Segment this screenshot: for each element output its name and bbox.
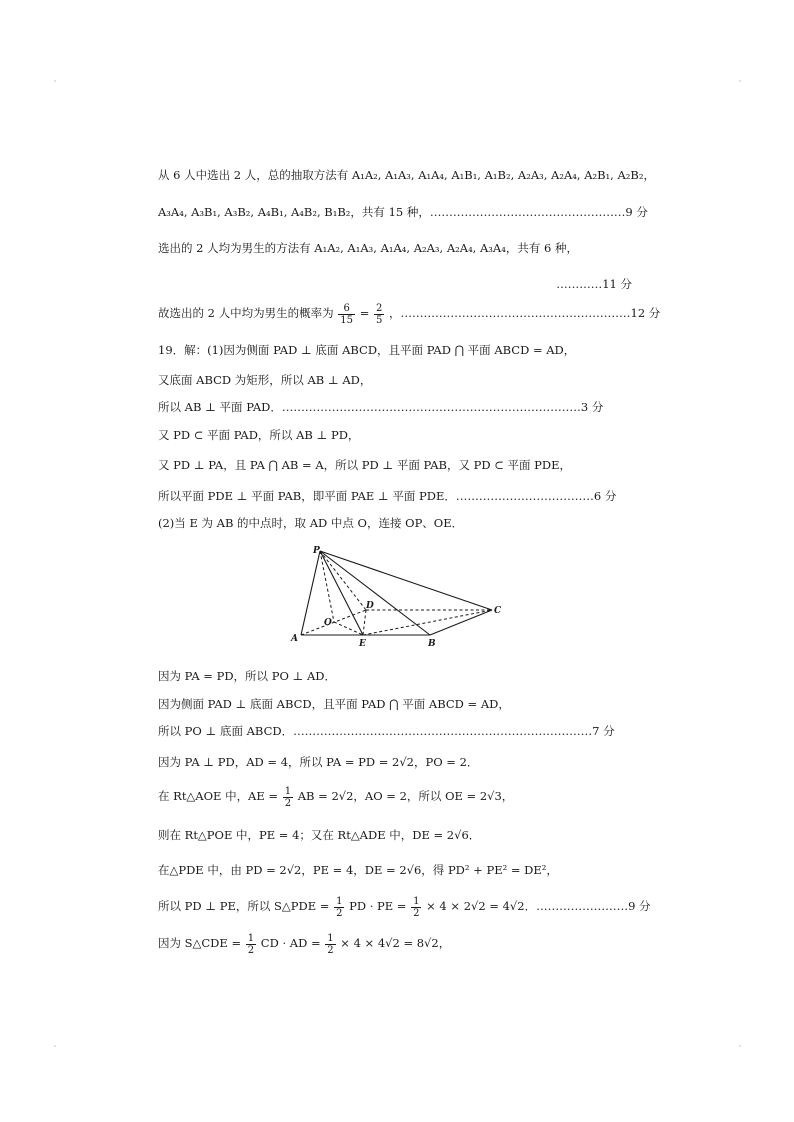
- edge-EC: [363, 610, 492, 635]
- fraction: [334, 896, 344, 919]
- fraction: [411, 896, 421, 919]
- text-line-17: [158, 783, 628, 809]
- fraction-denominator: 2: [413, 907, 420, 919]
- edge-BC: [430, 610, 492, 635]
- text-line-10: 又 PD ⊥ PA，且 PA ⋂ AB = A，所以 PD ⊥ 平面 PAB，又 PD ⊂ 平面 PDE，: [158, 458, 572, 472]
- text-line-15: 所以 PO ⊥ 底面 ABCD．……………………………………………………………………7 分: [158, 724, 615, 738]
- corner-speck: [54, 80, 56, 82]
- text-segment: × 4 × 4√2 = 8√2，: [340, 936, 451, 950]
- label-C: C: [494, 606, 502, 616]
- text-line-21: [158, 930, 628, 956]
- label-P: P: [313, 546, 320, 556]
- text-line-3: 选出的 2 人均为男生的方法有 A₁A₂, A₁A₃, A₁A₄, A₂A₃, A₂A₄, A₃A₄，共有 6 种，: [158, 241, 578, 255]
- score-marker-11: …………11 分: [556, 277, 632, 291]
- text-segment: ，……………………………………………………12 分: [389, 306, 661, 320]
- label-B: B: [428, 639, 436, 649]
- edge-PA: [301, 551, 320, 635]
- text-line-20: [158, 893, 651, 919]
- text-line-q19-intro: 19．解：(1)因为侧面 PAD ⊥ 底面 ABCD，且平面 PAD ⋂ 平面 ABCD = AD，: [158, 343, 576, 357]
- fraction-numerator: 1: [247, 932, 255, 944]
- fraction: [283, 786, 293, 809]
- text-segment: CD · AD =: [260, 936, 321, 950]
- text-line-9: 又 PD ⊂ 平面 PAD，所以 AB ⊥ PD，: [158, 428, 360, 442]
- text-line-13: 因为 PA = PD，所以 PO ⊥ AD．: [158, 669, 337, 683]
- fraction-numerator: 1: [327, 932, 334, 944]
- edge-PB: [320, 551, 430, 635]
- label-A: A: [291, 634, 298, 644]
- text-segment: AB = 2√2，AO = 2，所以 OE = 2√3，: [297, 789, 514, 803]
- fraction: [246, 933, 256, 956]
- pyramid-figure: [280, 542, 520, 652]
- fraction-numerator: 2: [375, 302, 383, 314]
- edge-PO: [320, 551, 334, 622]
- text-segment: 在 Rt△AOE 中，AE =: [158, 789, 279, 803]
- text-line-probability: [158, 300, 661, 326]
- text-line-7: 又底面 ABCD 为矩形，所以 AB ⊥ AD，: [158, 373, 372, 387]
- text-line-19: 在△PDE 中，由 PD = 2√2，PE = 4，DE = 2√6，得 PD² + PE² = DE²，: [158, 863, 558, 877]
- text-segment: 故选出的 2 人中均为男生的概率为: [158, 306, 334, 320]
- label-E: E: [359, 639, 366, 649]
- text-line-14: 因为侧面 PAD ⊥ 底面 ABCD，且平面 PAD ⋂ 平面 ABCD = AD，: [158, 697, 510, 711]
- text-segment: 所以 PD ⊥ PE，所以 S△PDE =: [158, 899, 330, 913]
- fraction-denominator: 2: [336, 907, 343, 919]
- fraction-numerator: 1: [284, 785, 292, 797]
- corner-speck: [739, 1045, 741, 1047]
- edge-DE: [363, 610, 366, 635]
- text-line-11: 所以平面 PDE ⊥ 平面 PAB，即平面 PAE ⊥ 平面 PDE．………………………………6 分: [158, 489, 617, 503]
- corner-speck: [54, 1045, 56, 1047]
- equals-sign: =: [359, 306, 370, 320]
- edge-OE: [334, 622, 363, 635]
- fraction-numerator: 1: [413, 895, 420, 907]
- text-segment: × 4 × 2√2 = 4√2．……………………9 分: [426, 899, 651, 913]
- corner-speck: [739, 80, 741, 82]
- text-line-1: 从 6 人中选出 2 人，总的抽取方法有 A₁A₂, A₁A₃, A₁A₄, A₁B₁, A₁B₂, A₂A₃, A₂A₄, A₂B₁, A₂B₂，: [158, 168, 655, 182]
- fraction: [338, 303, 355, 326]
- fraction-denominator: 2: [284, 797, 292, 809]
- text-segment: PD · PE =: [349, 899, 407, 913]
- fraction: [325, 933, 335, 956]
- text-segment: 因为 S△CDE =: [158, 936, 242, 950]
- fraction: [374, 303, 384, 326]
- fraction-denominator: 15: [340, 314, 354, 326]
- fraction-denominator: 2: [247, 944, 255, 956]
- text-line-8: 所以 AB ⊥ 平面 PAD．……………………………………………………………………3 分: [158, 400, 604, 414]
- fraction-numerator: 6: [338, 303, 355, 315]
- fraction-denominator: 2: [327, 944, 334, 956]
- text-line-12: (2)当 E 为 AB 的中点时，取 AD 中点 O，连接 OP、OE．: [158, 516, 464, 530]
- text-line-18: 则在 Rt△POE 中，PE = 4；又在 Rt△ADE 中，DE = 2√6．: [158, 828, 481, 842]
- label-D: D: [366, 601, 374, 611]
- text-line-2: A₃A₄, A₃B₁, A₃B₂, A₄B₁, A₄B₂, B₁B₂，共有 15 种，……………………………………………9 分: [158, 205, 648, 219]
- fraction-denominator: 5: [375, 314, 383, 326]
- text-line-16: 因为 PA ⊥ PD，AD = 4，所以 PA = PD = 2√2，PO = 2．: [158, 755, 479, 769]
- label-O: O: [324, 618, 332, 628]
- fraction-numerator: 1: [336, 895, 343, 907]
